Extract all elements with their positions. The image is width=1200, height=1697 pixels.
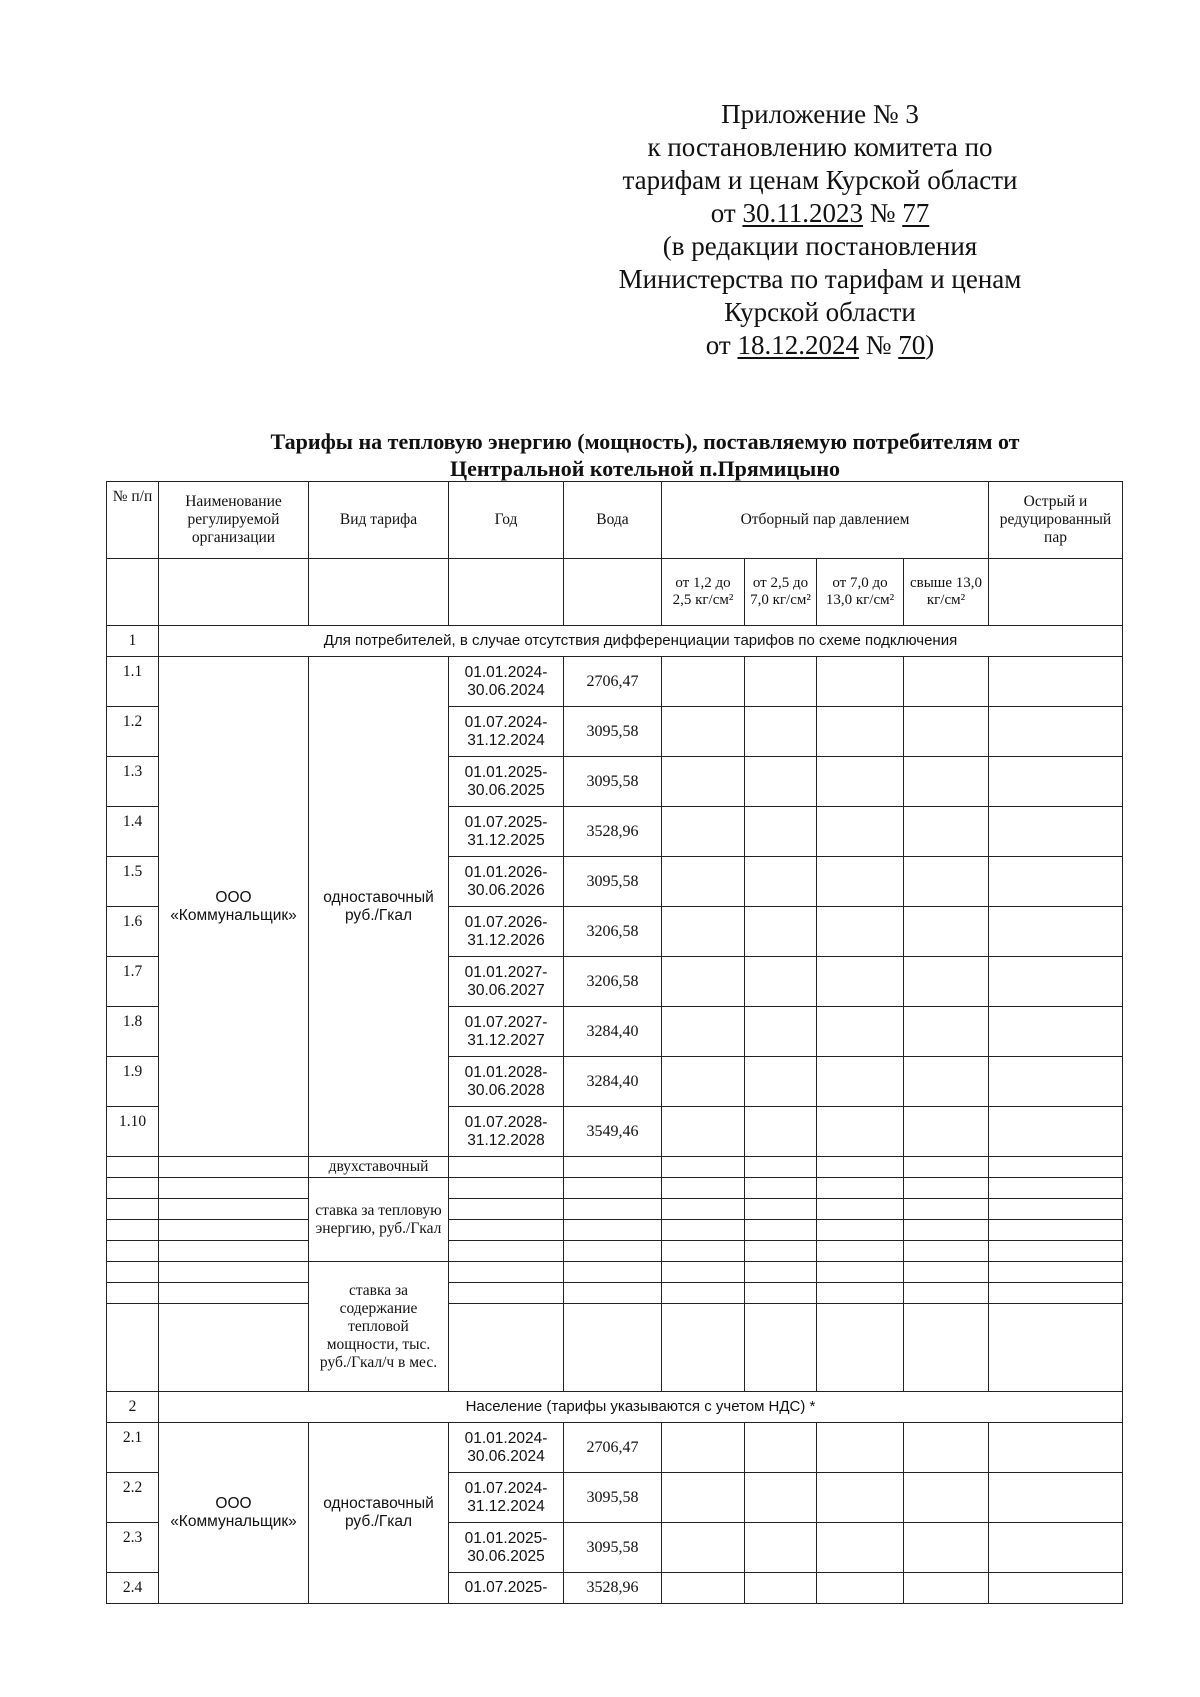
period: 01.01.2027-30.06.2027 <box>449 957 564 1007</box>
empty-cell <box>449 1304 564 1392</box>
empty-cell <box>904 707 989 757</box>
empty-cell <box>745 1241 817 1262</box>
empty-cell <box>662 1220 745 1241</box>
tariff-type: одноставочный руб./Гкал <box>309 657 449 1157</box>
header-water: Вода <box>564 482 662 559</box>
empty-cell <box>745 1057 817 1107</box>
empty-cell <box>662 707 745 757</box>
section2-rows <box>107 1423 1123 1604</box>
two-rate-label: двухставочный <box>309 1157 449 1178</box>
empty-cell <box>817 657 904 707</box>
empty-cell <box>817 757 904 807</box>
text: ) <box>925 330 935 360</box>
empty-cell <box>564 1157 662 1178</box>
water-value: 3528,96 <box>564 807 662 857</box>
water-value: 3095,58 <box>564 1473 662 1523</box>
empty-cell <box>989 657 1123 707</box>
empty-cell <box>745 1573 817 1604</box>
empty-cell <box>904 657 989 707</box>
empty-cell <box>904 1199 989 1220</box>
empty-cell <box>745 657 817 707</box>
period: 01.07.2025-31.12.2025 <box>449 807 564 857</box>
text: № <box>862 198 903 228</box>
empty-cell <box>989 1157 1123 1178</box>
empty-cell <box>904 1473 989 1523</box>
decree-date: 18.12.2024 <box>737 330 859 360</box>
empty-cell <box>159 559 309 626</box>
row-num: 1.7 <box>107 957 159 1007</box>
header-pressure-2: от 2,5 до 7,0 кг/см² <box>745 559 817 626</box>
empty-cell <box>817 907 904 957</box>
empty-cell <box>662 1283 745 1304</box>
decree-number: 77 <box>902 198 930 228</box>
empty-cell <box>564 1241 662 1262</box>
empty-cell <box>309 559 449 626</box>
water-value: 2706,47 <box>564 657 662 707</box>
empty-cell <box>745 1007 817 1057</box>
empty-cell <box>817 957 904 1007</box>
empty-cell <box>745 1523 817 1573</box>
empty-cell <box>662 757 745 807</box>
empty-cell <box>662 1199 745 1220</box>
empty-cell <box>107 1262 159 1283</box>
appendix-line <box>560 329 1080 362</box>
empty-cell <box>817 1199 904 1220</box>
text: от <box>710 198 743 228</box>
table-row <box>107 1283 1123 1304</box>
empty-cell <box>745 1157 817 1178</box>
empty-cell <box>817 1473 904 1523</box>
empty-cell <box>107 559 159 626</box>
tariff-table <box>106 481 1123 1604</box>
section-title: Для потребителей, в случае отсутствия дифференциации тарифов по схеме подключения <box>159 626 1123 657</box>
empty-cell <box>449 1157 564 1178</box>
empty-cell <box>564 1304 662 1392</box>
row-num: 2.3 <box>107 1523 159 1573</box>
row-num: 2.1 <box>107 1423 159 1473</box>
empty-cell <box>817 1157 904 1178</box>
period: 01.07.2024-31.12.2024 <box>449 1473 564 1523</box>
table-row <box>107 1178 1123 1199</box>
empty-cell <box>989 1199 1123 1220</box>
empty-cell <box>159 1220 309 1241</box>
empty-cell <box>989 1057 1123 1107</box>
empty-cell <box>989 957 1123 1007</box>
empty-cell <box>817 1178 904 1199</box>
empty-cell <box>817 857 904 907</box>
empty-cell <box>904 1107 989 1157</box>
row-num: 1.3 <box>107 757 159 807</box>
empty-cell <box>904 1178 989 1199</box>
appendix-line: (в редакции постановления <box>662 231 978 261</box>
empty-cell <box>904 957 989 1007</box>
empty-cell <box>662 1057 745 1107</box>
row-num: 1.4 <box>107 807 159 857</box>
empty-cell <box>449 559 564 626</box>
section-title: Население (тарифы указываются с учетом НДС) * <box>159 1392 1123 1423</box>
water-value: 3095,58 <box>564 857 662 907</box>
empty-cell <box>107 1220 159 1241</box>
empty-cell <box>662 807 745 857</box>
water-value: 3284,40 <box>564 1007 662 1057</box>
empty-cell <box>107 1304 159 1392</box>
table-row <box>107 657 1123 707</box>
empty-cell <box>107 1178 159 1199</box>
empty-cell <box>904 1157 989 1178</box>
table-row <box>107 1304 1123 1392</box>
header-row <box>107 559 1123 626</box>
empty-cell <box>989 1304 1123 1392</box>
empty-cell <box>904 857 989 907</box>
empty-cell <box>989 1007 1123 1057</box>
rate-capacity-label: ставка за содержание тепловой мощности, тыс. руб./Гкал/ч в мес. <box>309 1262 449 1392</box>
empty-cell <box>745 1283 817 1304</box>
empty-cell <box>745 1220 817 1241</box>
period: 01.01.2024-30.06.2024 <box>449 657 564 707</box>
table-row <box>107 1220 1123 1241</box>
empty-cell <box>662 1262 745 1283</box>
water-value: 3206,58 <box>564 907 662 957</box>
empty-cell <box>989 1573 1123 1604</box>
table-row <box>107 1241 1123 1262</box>
section-num: 2 <box>107 1392 159 1423</box>
empty-cell <box>449 1241 564 1262</box>
row-num: 1.6 <box>107 907 159 957</box>
empty-cell <box>449 1178 564 1199</box>
section1-rows <box>107 657 1123 1157</box>
row-num: 2.4 <box>107 1573 159 1604</box>
period: 01.01.2028-30.06.2028 <box>449 1057 564 1107</box>
empty-cell <box>564 1262 662 1283</box>
section-row <box>107 1392 1123 1423</box>
period: 01.07.2028-31.12.2028 <box>449 1107 564 1157</box>
empty-cell <box>564 1178 662 1199</box>
period: 01.01.2024-30.06.2024 <box>449 1423 564 1473</box>
document-title <box>190 428 1100 482</box>
empty-cell <box>904 1220 989 1241</box>
empty-cell <box>745 1473 817 1523</box>
empty-cell <box>745 1423 817 1473</box>
empty-cell <box>564 1199 662 1220</box>
empty-cell <box>989 1262 1123 1283</box>
org-name: ООО «Коммунальщик» <box>159 657 309 1157</box>
empty-cell <box>159 1199 309 1220</box>
empty-cell <box>989 757 1123 807</box>
text: № <box>858 330 899 360</box>
row-num: 1.5 <box>107 857 159 907</box>
empty-cell <box>662 1241 745 1262</box>
empty-cell <box>159 1157 309 1178</box>
water-value: 3095,58 <box>564 1523 662 1573</box>
empty-cell <box>904 907 989 957</box>
empty-cell <box>904 1007 989 1057</box>
empty-cell <box>989 1241 1123 1262</box>
empty-cell <box>989 1107 1123 1157</box>
period: 01.01.2025-30.06.2025 <box>449 1523 564 1573</box>
empty-cell <box>449 1220 564 1241</box>
empty-cell <box>989 1283 1123 1304</box>
appendix-line: к постановлению комитета по <box>647 132 993 162</box>
empty-cell <box>989 1473 1123 1523</box>
empty-cell <box>817 1107 904 1157</box>
empty-cell <box>662 1157 745 1178</box>
header-sharp-steam: Острый и редуцированный пар <box>989 482 1123 559</box>
header-year: Год <box>449 482 564 559</box>
appendix-line: Курской области <box>724 297 916 327</box>
empty-cell <box>662 1523 745 1573</box>
empty-cell <box>745 907 817 957</box>
period: 01.07.2025- <box>449 1573 564 1604</box>
empty-cell <box>662 1473 745 1523</box>
title-line: Центральной котельной п.Прямицыно <box>450 456 840 481</box>
empty-cell <box>745 707 817 757</box>
empty-cell <box>989 707 1123 757</box>
empty-cell <box>989 1523 1123 1573</box>
appendix-header <box>560 98 1080 362</box>
empty-cell <box>662 1107 745 1157</box>
empty-cell <box>107 1283 159 1304</box>
decree-date: 30.11.2023 <box>742 198 863 228</box>
empty-cell <box>904 1283 989 1304</box>
row-num: 1.10 <box>107 1107 159 1157</box>
empty-cell <box>745 757 817 807</box>
appendix-line: Приложение № 3 <box>721 99 919 129</box>
empty-cell <box>817 1523 904 1573</box>
empty-cell <box>745 1262 817 1283</box>
empty-cell <box>107 1157 159 1178</box>
empty-cell <box>662 1178 745 1199</box>
appendix-line <box>560 197 1080 230</box>
table-row <box>107 1423 1123 1473</box>
empty-cell <box>662 1304 745 1392</box>
row-num: 2.2 <box>107 1473 159 1523</box>
org-name: ООО «Коммунальщик» <box>159 1423 309 1604</box>
empty-cell <box>817 1220 904 1241</box>
header-pressure-4: свыше 13,0 кг/см² <box>904 559 989 626</box>
empty-cell <box>904 1423 989 1473</box>
row-num: 1.9 <box>107 1057 159 1107</box>
header-pressure-1: от 1,2 до 2,5 кг/см² <box>662 559 745 626</box>
header-tariff-type: Вид тарифа <box>309 482 449 559</box>
empty-cell <box>449 1262 564 1283</box>
empty-cell <box>159 1283 309 1304</box>
empty-cell <box>159 1178 309 1199</box>
empty-cell <box>745 1199 817 1220</box>
appendix-line: тарифам и ценам Курской области <box>622 165 1018 195</box>
header-steam: Отборный пар давлением <box>662 482 989 559</box>
empty-cell <box>904 807 989 857</box>
period: 01.01.2026-30.06.2026 <box>449 857 564 907</box>
empty-cell <box>107 1199 159 1220</box>
empty-cell <box>564 1283 662 1304</box>
tariff-type: одноставочный руб./Гкал <box>309 1423 449 1604</box>
empty-cell <box>745 1107 817 1157</box>
empty-cell <box>662 1573 745 1604</box>
empty-cell <box>817 1283 904 1304</box>
empty-cell <box>989 907 1123 957</box>
water-value: 3095,58 <box>564 757 662 807</box>
empty-cell <box>745 807 817 857</box>
row-num: 1.2 <box>107 707 159 757</box>
empty-cell <box>159 1304 309 1392</box>
rate-energy-label: ставка за тепловую энергию, руб./Гкал <box>309 1178 449 1262</box>
empty-cell <box>904 1573 989 1604</box>
empty-cell <box>159 1262 309 1283</box>
empty-cell <box>989 559 1123 626</box>
empty-cell <box>745 1304 817 1392</box>
empty-cell <box>745 857 817 907</box>
water-value: 3549,46 <box>564 1107 662 1157</box>
text: от <box>705 330 738 360</box>
water-value: 2706,47 <box>564 1423 662 1473</box>
empty-cell <box>817 1057 904 1107</box>
empty-cell <box>817 807 904 857</box>
empty-cell <box>817 1262 904 1283</box>
section-num: 1 <box>107 626 159 657</box>
row-num: 1.1 <box>107 657 159 707</box>
empty-cell <box>564 559 662 626</box>
water-value: 3206,58 <box>564 957 662 1007</box>
empty-cell <box>904 1523 989 1573</box>
header-pressure-3: от 7,0 до 13,0 кг/см² <box>817 559 904 626</box>
empty-cell <box>989 1220 1123 1241</box>
empty-cell <box>107 1241 159 1262</box>
header-row <box>107 482 1123 559</box>
empty-cell <box>745 957 817 1007</box>
empty-cell <box>662 1423 745 1473</box>
empty-cell <box>662 857 745 907</box>
section-row <box>107 626 1123 657</box>
empty-cell <box>904 1241 989 1262</box>
two-rate-block <box>107 1157 1123 1392</box>
empty-cell <box>662 1007 745 1057</box>
empty-cell <box>904 1262 989 1283</box>
empty-cell <box>904 1057 989 1107</box>
empty-cell <box>817 1423 904 1473</box>
water-value: 3095,58 <box>564 707 662 757</box>
period: 01.01.2025-30.06.2025 <box>449 757 564 807</box>
water-value: 3284,40 <box>564 1057 662 1107</box>
empty-cell <box>662 657 745 707</box>
empty-cell <box>745 1178 817 1199</box>
empty-cell <box>817 707 904 757</box>
empty-cell <box>817 1007 904 1057</box>
table-row <box>107 1157 1123 1178</box>
empty-cell <box>817 1241 904 1262</box>
empty-cell <box>989 857 1123 907</box>
empty-cell <box>159 1241 309 1262</box>
period: 01.07.2024-31.12.2024 <box>449 707 564 757</box>
empty-cell <box>904 757 989 807</box>
empty-cell <box>989 1423 1123 1473</box>
empty-cell <box>989 807 1123 857</box>
empty-cell <box>449 1283 564 1304</box>
period: 01.07.2027-31.12.2027 <box>449 1007 564 1057</box>
row-num: 1.8 <box>107 1007 159 1057</box>
appendix-line: Министерства по тарифам и ценам <box>618 264 1022 294</box>
header-num: № п/п <box>107 482 159 559</box>
empty-cell <box>564 1220 662 1241</box>
empty-cell <box>662 957 745 1007</box>
empty-cell <box>662 907 745 957</box>
empty-cell <box>817 1304 904 1392</box>
empty-cell <box>989 1178 1123 1199</box>
table-row <box>107 1262 1123 1283</box>
header-org: Наименование регулируемой организации <box>159 482 309 559</box>
decree-number: 70 <box>898 330 926 360</box>
table-row <box>107 1199 1123 1220</box>
period: 01.07.2026-31.12.2026 <box>449 907 564 957</box>
empty-cell <box>904 1304 989 1392</box>
water-value: 3528,96 <box>564 1573 662 1604</box>
title-line: Тарифы на тепловую энергию (мощность), поставляемую потребителям от <box>270 429 1020 454</box>
empty-cell <box>449 1199 564 1220</box>
empty-cell <box>817 1573 904 1604</box>
